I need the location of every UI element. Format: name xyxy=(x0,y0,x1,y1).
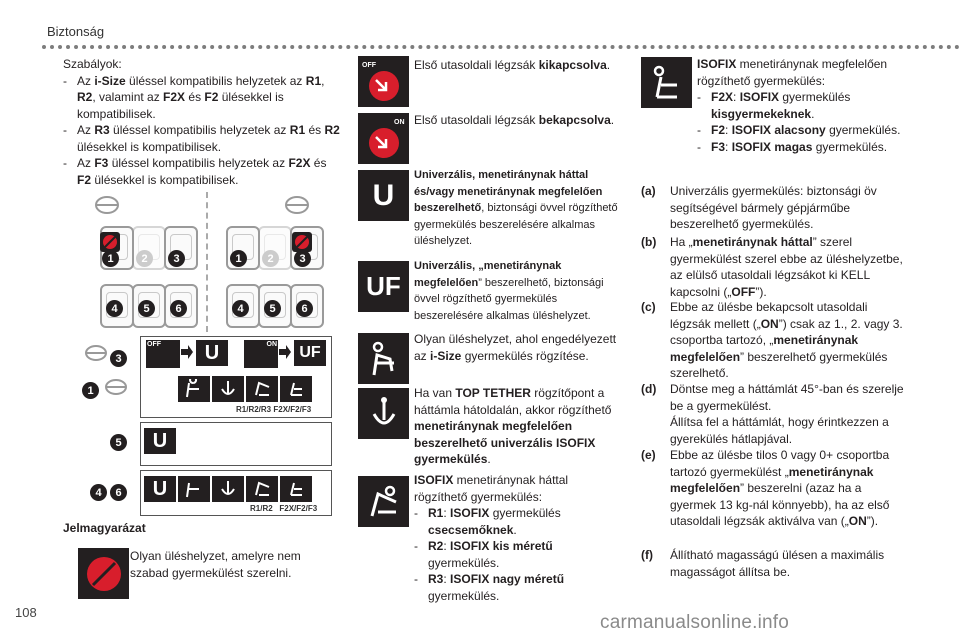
seat-badge-2: 2 xyxy=(136,250,153,267)
steering-wheel-icon xyxy=(104,378,128,396)
steering-wheel-icon xyxy=(84,344,108,362)
seat-badge-5: 5 xyxy=(264,300,281,317)
seat-badge-1: 1 xyxy=(102,250,119,267)
section-title: Biztonság xyxy=(47,24,105,39)
seat-badge-4: 4 xyxy=(232,300,249,317)
universal-icon: U xyxy=(196,340,228,366)
universal-icon: U xyxy=(144,476,176,502)
seat-badge-3: 3 xyxy=(294,250,311,267)
isofix-rear-item: - R2: ISOFIX kis méretű gyermekülés. xyxy=(414,538,624,571)
universal-forward-icon: UF xyxy=(294,340,326,366)
note-letter: (b) xyxy=(641,235,657,249)
tether-desc: Ha van TOP TETHER rögzítőpont a háttámla hátoldalán, akkor rögzíthető menetiránynak megfelelően beszerelhető univerzális ISOFIX gyermekülés. xyxy=(414,386,612,466)
seat-badge-6: 6 xyxy=(296,300,313,317)
forbidden-icon xyxy=(100,232,120,252)
legend-forbidden-text: Olyan üléshelyzet, amelyre nem szabad gyermekülést szerelni. xyxy=(130,549,301,580)
seat-badge-1: 1 xyxy=(230,250,247,267)
note-text: Ebbe az ülésbe tilos 0 vagy 0+ csoportba tartozó gyermekülést „menetiránynak megfelelően” beszerelni (azaz ha a gyermek 13 kg-nál könnyebb), ha az első utasoldali légzsák aktiválva van („ON”). xyxy=(670,448,890,528)
isofix-front-intro: ISOFIX menetiránynak megfelelően rögzíthető gyermekülés: xyxy=(697,57,888,88)
seat-badge-3: 3 xyxy=(110,350,127,367)
isofix-tether-icon xyxy=(212,376,244,402)
caption-r2-group: R1/R2 F2X/F2/F3 xyxy=(250,504,318,513)
airbag-on-icon: ON xyxy=(244,340,278,368)
isofix-front-icon xyxy=(641,57,692,108)
note-text: Univerzális gyermekülés: biztonsági öv segítségével bármely gépjárműbe beszerelhető gyermekülés. xyxy=(670,184,877,231)
seat-badge-5: 5 xyxy=(110,434,127,451)
universal-icon: U xyxy=(144,428,176,454)
isofix-front-icon xyxy=(280,376,312,402)
steering-wheel-icon xyxy=(94,194,120,216)
seat-badge-6: 6 xyxy=(170,300,187,317)
forbidden-icon xyxy=(78,548,129,599)
universal-forward-desc: Univerzális, „menetiránynak megfelelően” beszerelhető, biztonsági övvel rögzíthető gyermekülés beszerelésére alkalmas üléshelyzet. xyxy=(414,260,604,322)
airbag-off-icon: OFF xyxy=(146,340,180,368)
header-divider xyxy=(42,45,960,49)
rules-list xyxy=(63,73,343,189)
note-letter: (e) xyxy=(641,448,656,462)
caption-r-group: R1/R2/R3 F2X/F2/F3 xyxy=(236,405,312,414)
seat-badge-1: 1 xyxy=(82,382,99,399)
isize-icon xyxy=(358,333,409,384)
seating-diagram xyxy=(60,188,340,518)
rules-block xyxy=(63,56,343,188)
isize-desc: Olyan üléshelyzet, ahol engedélyezett az i-Size gyermekülés rögzítése. xyxy=(414,332,617,363)
seat-badge-3: 3 xyxy=(168,250,185,267)
isofix-front-list xyxy=(697,89,907,155)
isofix-front-item: - F3: ISOFIX magas gyermekülés. xyxy=(697,139,907,156)
isofix-rear-icon xyxy=(246,476,278,502)
note-letter: (c) xyxy=(641,300,656,314)
arrow-right-icon xyxy=(278,344,292,360)
airbag-on-icon xyxy=(358,113,409,164)
seat-badge-5: 5 xyxy=(138,300,155,317)
note-text: Ebbe az ülésbe bekapcsolt utasoldali légzsák mellett („ON”) csak az 1., 2. vagy 3. csoportba tartozó, „menetiránynak megfelelően” beszerelhető gyermekülés szerelhető. xyxy=(670,300,903,380)
isofix-rear-block xyxy=(414,472,624,604)
rule-item: - Az i-Size üléssel kompatibilis helyzetek az R1, R2, valamint az F2X és F2 ülésekkel is kompatibilisek. xyxy=(63,73,343,123)
isofix-rear-icon xyxy=(246,376,278,402)
rule-item: - Az R3 üléssel kompatibilis helyzetek az R1 és R2 ülésekkel is kompatibilisek. xyxy=(63,122,343,155)
rules-heading: Szabályok: xyxy=(63,57,122,71)
diagram-divider xyxy=(206,192,208,332)
svg-text:ON: ON xyxy=(393,118,404,126)
note-letter: (f) xyxy=(641,548,653,562)
isofix-tether-icon xyxy=(212,476,244,502)
isize-icon xyxy=(178,476,210,502)
isize-icon xyxy=(178,376,210,402)
steering-wheel-icon xyxy=(284,194,310,216)
isofix-rear-intro: ISOFIX menetiránynak háttal rögzíthető gyermekülés: xyxy=(414,473,569,504)
universal-desc: Univerzális, menetiránynak háttal és/vagy menetiránynak megfelelően beszerelhető, biztonsági övvel rögzíthető gyermekülés beszerelésére alkalmas üléshelyzet. xyxy=(414,169,618,247)
page-number: 108 xyxy=(15,605,37,620)
note-letter: (d) xyxy=(641,382,657,396)
isofix-rear-list xyxy=(414,505,624,604)
forbidden-icon xyxy=(292,232,312,252)
note-text: Állítható magasságú ülésen a maximális magasságot állítsa be. xyxy=(670,548,885,579)
seat-badge-4: 4 xyxy=(106,300,123,317)
isofix-front-block xyxy=(697,56,907,155)
note-text: Ha „menetiránynak háttal” szerel gyermekülést szerel ebbe az üléshelyzetbe, az elülső utasoldali légzsákot ki KELL kapcsolni („OFF”). xyxy=(670,235,903,299)
note-letter: (a) xyxy=(641,184,656,198)
seat-badge-2: 2 xyxy=(262,250,279,267)
isofix-tether-icon xyxy=(358,388,409,439)
rule-item: - Az F3 üléssel kompatibilis helyzetek az F2X és F2 ülésekkel is kompatibilisek. xyxy=(63,155,343,188)
isofix-rear-item: - R1: ISOFIX gyermekülés csecsemőknek. xyxy=(414,505,624,538)
watermark: carmanualsonline.info xyxy=(600,612,790,633)
isofix-rear-item: - R3: ISOFIX nagy méretű gyermekülés. xyxy=(414,571,624,604)
legend-heading: Jelmagyarázat xyxy=(63,521,146,535)
seat-badge-6: 6 xyxy=(110,484,127,501)
arrow-right-icon xyxy=(180,344,194,360)
airbag-off-desc: Első utasoldali légzsák kikapcsolva. xyxy=(414,58,611,72)
universal-forward-icon: UF xyxy=(358,261,409,312)
note-text: Döntse meg a háttámlát 45°-ban és szerelje be a gyermekülést. Állítsa fel a háttámlát, hogy érintkezzen a gyerekülés hátlapjával. xyxy=(670,382,904,446)
svg-text:OFF: OFF xyxy=(361,61,376,69)
airbag-off-icon xyxy=(358,56,409,107)
isofix-rear-icon xyxy=(358,476,409,527)
isofix-front-item: - F2: ISOFIX alacsony gyermekülés. xyxy=(697,122,907,139)
isofix-front-icon xyxy=(280,476,312,502)
airbag-on-desc: Első utasoldali légzsák bekapcsolva. xyxy=(414,113,615,127)
seat-badge-4: 4 xyxy=(90,484,107,501)
universal-icon: U xyxy=(358,170,409,221)
isofix-front-item: - F2X: ISOFIX gyermekülés kisgyermekeknek. xyxy=(697,89,907,122)
